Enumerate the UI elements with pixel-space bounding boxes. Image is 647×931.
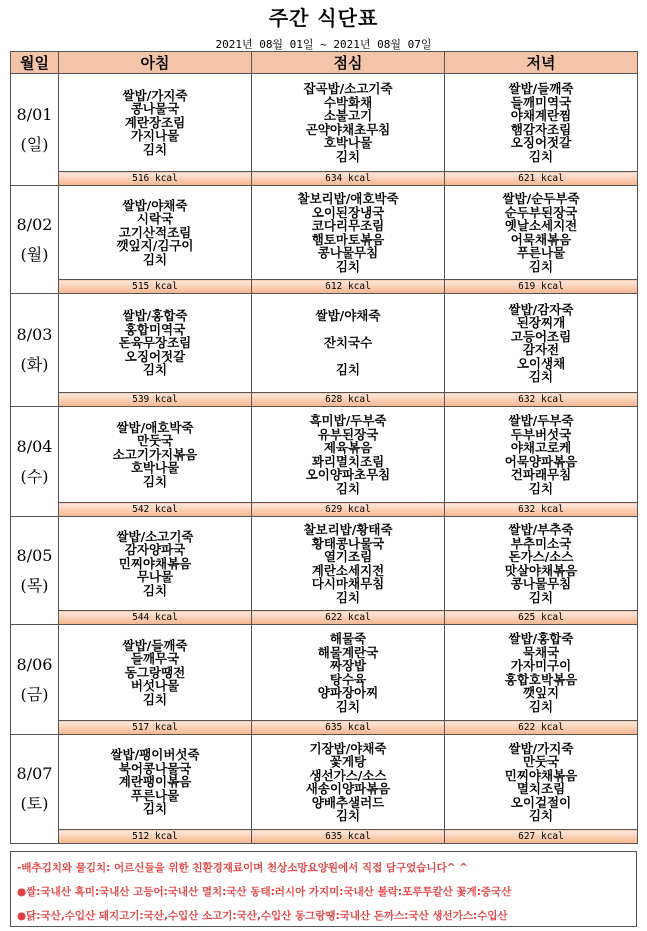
- day-row: [11, 186, 638, 280]
- kcal-row: [11, 393, 638, 407]
- page-title: 주간 식단표: [268, 6, 379, 30]
- kcal-value: 627 kcal: [445, 830, 638, 844]
- day-cell: [11, 294, 59, 407]
- kcal-value: 539 kcal: [59, 393, 252, 407]
- kcal-row: [11, 830, 638, 844]
- breakfast-cell: [59, 625, 252, 721]
- menu-item: 유부된장국: [317, 426, 379, 442]
- menu-item: 오이생채: [516, 355, 566, 371]
- menu-item: 북어콩나물국: [118, 760, 192, 776]
- day-row: [11, 407, 638, 503]
- dinner-cell: [445, 625, 638, 721]
- kcal-value: 515 kcal: [59, 280, 252, 294]
- lunch-cell: [252, 294, 445, 393]
- kcal-value: 629 kcal: [252, 503, 445, 517]
- menu-item: 김치: [142, 582, 168, 598]
- menu-item: 오징어젓갈: [124, 348, 186, 364]
- day-date: 8/01: [16, 104, 53, 124]
- menu-item: 오이양파초무침: [305, 467, 391, 482]
- menu-item: 가지나물: [130, 128, 180, 144]
- menu-item: 오징어젓갈: [510, 135, 572, 150]
- menu-item: 황태콩나물국: [311, 535, 385, 551]
- menu-item: 코다리무조림: [311, 218, 385, 233]
- day-of-week: (목): [20, 575, 49, 595]
- menu-item: 호박나물: [323, 135, 373, 150]
- day-row: [11, 294, 638, 393]
- menu-item: 김치: [142, 141, 168, 157]
- menu-item: 다시마채무침: [311, 576, 385, 591]
- menu-item: 가자미구이: [510, 658, 572, 673]
- kcal-value: 542 kcal: [59, 503, 252, 517]
- day-row: [11, 517, 638, 611]
- day-row: [11, 625, 638, 721]
- dinner-cell: [445, 294, 638, 393]
- menu-item: 흑미밥/두부죽: [309, 413, 387, 428]
- menu-item: 쌀밥/가지죽: [508, 740, 574, 756]
- day-date: 8/04: [16, 436, 53, 456]
- ingredient-notes: [10, 851, 637, 927]
- weekly-menu-table: [10, 51, 638, 844]
- menu-item: 햄토마토볶음: [311, 231, 385, 247]
- header-lunch: 점심: [252, 52, 445, 74]
- table-header-row: [11, 52, 638, 74]
- menu-item: 해물계란국: [317, 644, 379, 660]
- dinner-cell: [445, 74, 638, 172]
- menu-item: [252, 350, 444, 364]
- menu-item: 쌀밥/들깨죽: [508, 81, 574, 96]
- kcal-value: 517 kcal: [59, 721, 252, 735]
- menu-item: 김치: [335, 480, 361, 496]
- day-cell: [11, 625, 59, 735]
- kcal-row: [11, 172, 638, 186]
- day-row: [11, 735, 638, 830]
- note-line: -배추김치와 물김치: 어르신들을 위한 친환경재료이며 천상소망요양원에서 직접 담구었습니다^ ^: [17, 862, 468, 874]
- menu-item: 김치: [528, 148, 554, 164]
- menu-item: 감자전: [522, 342, 560, 357]
- menu-item: 쌀밥/가지죽: [122, 87, 188, 103]
- menu-item: 김치: [142, 473, 168, 489]
- menu-item: 계란팽이볶음: [118, 774, 192, 790]
- menu-item: 돈가스/소스: [508, 549, 574, 564]
- kcal-value: 512 kcal: [59, 830, 252, 844]
- menu-item: 김치: [335, 808, 361, 823]
- kcal-value: 628 kcal: [252, 393, 445, 407]
- lunch-cell: [252, 186, 445, 280]
- menu-item: 잔치국수: [323, 335, 373, 351]
- menu-item: 콩나물무침: [317, 245, 379, 260]
- day-of-week: (화): [20, 355, 49, 374]
- kcal-value: 544 kcal: [59, 611, 252, 625]
- kcal-value: 612 kcal: [252, 280, 445, 294]
- menu-item: 쌀밥/두부죽: [508, 413, 574, 428]
- menu-item: 쌀밥/애호박죽: [116, 419, 194, 435]
- kcal-value: 622 kcal: [252, 611, 445, 625]
- menu-item: 깻잎지: [522, 685, 560, 700]
- menu-item: 김치: [142, 691, 168, 707]
- kcal-value: 634 kcal: [252, 172, 445, 186]
- menu-item: 김치: [142, 801, 168, 817]
- day-cell: [11, 74, 59, 186]
- menu-item: 어묵양파볶음: [504, 453, 578, 469]
- note-line: ●쌀:국내산 흑미:국내산 고등어:국내산 멸치:국산 동태:러시아 가지미:국내산 볼락:포루투칼산 꽃게:중국산: [17, 886, 512, 898]
- menu-item: 무나물: [136, 569, 174, 585]
- menu-item: 홍합미역국: [124, 321, 186, 337]
- menu-item: 만둣국: [136, 433, 174, 449]
- breakfast-cell: [59, 735, 252, 830]
- menu-item: 호박나물: [130, 460, 180, 476]
- menu-item: 쌀밥/홍합죽: [508, 631, 574, 646]
- menu-item: 쌀밥/야채죽: [315, 308, 381, 324]
- menu-item: 쌀밥/순두부죽: [502, 191, 580, 206]
- menu-item: 된장찌개: [516, 315, 566, 330]
- menu-item: 두부버섯국: [510, 426, 572, 442]
- day-cell: [11, 186, 59, 294]
- menu-item: 푸른나물: [516, 245, 566, 260]
- menu-item: 수박화채: [323, 94, 373, 110]
- menu-item: [252, 323, 444, 337]
- day-date: 8/03: [16, 325, 53, 344]
- menu-item: 동그랑땡전: [124, 664, 186, 680]
- kcal-row: [11, 611, 638, 625]
- kcal-row: [11, 503, 638, 517]
- header-breakfast: 아침: [59, 52, 252, 74]
- lunch-cell: [252, 517, 445, 611]
- menu-item: 쌀밥/야채죽: [122, 197, 188, 213]
- menu-item: 잡곡밥/소고기죽: [303, 81, 393, 96]
- menu-item: 기장밥/야채죽: [309, 740, 387, 756]
- menu-item: 열기조림: [323, 549, 373, 564]
- kcal-row: [11, 280, 638, 294]
- menu-item: 쌀밥/부추죽: [508, 522, 574, 537]
- menu-item: 건파래무침: [510, 467, 572, 482]
- menu-item: 감자양파국: [124, 542, 186, 558]
- lunch-cell: [252, 625, 445, 721]
- menu-item: 민찌야채볶음: [118, 555, 192, 571]
- kcal-value: 516 kcal: [59, 172, 252, 186]
- date-range: 2021년 08월 01일 ~ 2021년 08월 07일: [215, 38, 432, 51]
- menu-item: 쌀밥/홍합죽: [122, 308, 188, 324]
- breakfast-cell: [59, 186, 252, 280]
- lunch-cell: [252, 74, 445, 172]
- menu-item: 만둣국: [522, 754, 560, 769]
- menu-item: 부추미소국: [510, 535, 572, 551]
- day-of-week: (수): [20, 466, 49, 486]
- kcal-value: 632 kcal: [445, 503, 638, 517]
- menu-item: 찰보리밥/애호박죽: [297, 191, 399, 206]
- menu-item: 김치: [528, 258, 554, 274]
- menu-item: 홍합호박볶음: [504, 671, 578, 687]
- menu-item: 제육볶음: [323, 440, 373, 455]
- menu-item: 오이된장냉국: [311, 204, 385, 220]
- menu-item: 쌀밥/팽이버섯죽: [110, 747, 200, 763]
- menu-item: 김치: [528, 480, 554, 496]
- day-row: [11, 74, 638, 172]
- menu-item: 꽃게탕: [329, 754, 367, 769]
- menu-item: 해물죽: [329, 631, 367, 646]
- kcal-row: [11, 721, 638, 735]
- menu-item: 생선가스/소스: [309, 767, 387, 783]
- menu-item: 야채고로케: [510, 440, 572, 455]
- menu-item: 푸른나물: [130, 787, 180, 803]
- kcal-value: 619 kcal: [445, 280, 638, 294]
- menu-item: 찰보리밥/황태죽: [303, 522, 393, 537]
- kcal-value: 625 kcal: [445, 611, 638, 625]
- menu-item: 김치: [142, 251, 168, 267]
- menu-item: 소고기가지볶음: [112, 446, 198, 462]
- menu-item: 김치: [528, 808, 554, 823]
- dinner-cell: [445, 186, 638, 280]
- day-cell: [11, 517, 59, 625]
- menu-item: 새송이양파볶음: [305, 781, 391, 796]
- menu-item: 고등어조림: [510, 328, 572, 344]
- menu-item: 버섯나물: [130, 678, 180, 694]
- menu-item: 옛날소세지전: [504, 218, 578, 233]
- menu-item: 시락국: [136, 211, 174, 227]
- menu-item: 맛살야채볶음: [504, 562, 578, 578]
- day-date: 8/05: [16, 545, 53, 565]
- menu-item: 양배추샐러드: [311, 794, 385, 810]
- note-line: ●닭:국산,수입산 돼지고기:국산,수입산 소고기:국산,수입산 동그랑땡:국내산 돈까스:국산 생선가스:수입산: [17, 910, 508, 922]
- day-of-week: (월): [20, 244, 49, 264]
- menu-item: 짜장밥: [329, 658, 367, 673]
- day-date: 8/06: [16, 654, 53, 674]
- header-dinner: 저녁: [445, 52, 638, 74]
- menu-item: 꽈리멸치조림: [311, 453, 385, 469]
- dinner-cell: [445, 735, 638, 830]
- kcal-value: 632 kcal: [445, 393, 638, 407]
- menu-item: 돈육무장조림: [118, 335, 192, 351]
- day-of-week: (일): [20, 134, 49, 154]
- menu-item: 김치: [335, 698, 361, 714]
- menu-item: 김치: [335, 362, 361, 378]
- menu-item: 고기산적조림: [118, 224, 192, 240]
- kcal-value: 621 kcal: [445, 172, 638, 186]
- kcal-value: 635 kcal: [252, 830, 445, 844]
- menu-item: 김치: [528, 698, 554, 714]
- day-of-week: (토): [20, 794, 49, 813]
- dinner-cell: [445, 517, 638, 611]
- menu-item: 순두부된장국: [504, 204, 578, 220]
- day-cell: [11, 407, 59, 517]
- breakfast-cell: [59, 517, 252, 611]
- header-date: 월일: [11, 52, 59, 74]
- kcal-value: 622 kcal: [445, 721, 638, 735]
- menu-item: 탕수육: [329, 671, 367, 687]
- menu-item: 깻잎지/김구이: [116, 238, 194, 254]
- dinner-cell: [445, 407, 638, 503]
- menu-item: 콩나물국: [130, 101, 180, 117]
- lunch-cell: [252, 407, 445, 503]
- breakfast-cell: [59, 74, 252, 172]
- day-of-week: (금): [20, 684, 49, 704]
- menu-item: 계란장조림: [124, 114, 186, 130]
- menu-item: 쌀밥/소고기죽: [116, 528, 194, 544]
- menu-item: 멸치조림: [516, 781, 566, 796]
- menu-item: 햄감자조림: [510, 121, 572, 137]
- menu-item: 계란소세지전: [311, 562, 385, 578]
- menu-item: 곤약야채초무침: [305, 121, 391, 137]
- breakfast-cell: [59, 407, 252, 503]
- day-date: 8/02: [16, 214, 53, 234]
- menu-item: 야채계란찜: [510, 108, 572, 123]
- menu-item: 김치: [335, 148, 361, 164]
- menu-item: 김치: [528, 369, 554, 384]
- breakfast-cell: [59, 294, 252, 393]
- menu-item: 들깨무국: [130, 651, 180, 667]
- day-date: 8/07: [16, 764, 53, 783]
- day-cell: [11, 735, 59, 844]
- menu-item: 소불고기: [323, 108, 373, 123]
- lunch-cell: [252, 735, 445, 830]
- menu-item: 쌀밥/들깨죽: [122, 637, 188, 653]
- menu-item: 김치: [528, 589, 554, 605]
- menu-item: 어묵채볶음: [510, 231, 572, 247]
- menu-item: 묵채국: [522, 644, 560, 660]
- menu-item: 김치: [335, 589, 361, 605]
- menu-item: 김치: [142, 362, 168, 378]
- kcal-value: 635 kcal: [252, 721, 445, 735]
- menu-item: 콩나물무침: [510, 576, 572, 591]
- menu-item: 쌀밥/감자죽: [508, 301, 574, 317]
- menu-item: 양파장아찌: [317, 685, 379, 700]
- menu-item: 오이겉절이: [510, 794, 572, 810]
- menu-item: 들깨미역국: [510, 94, 572, 110]
- menu-item: 김치: [335, 258, 361, 274]
- menu-item: 민찌야채볶음: [504, 767, 578, 783]
